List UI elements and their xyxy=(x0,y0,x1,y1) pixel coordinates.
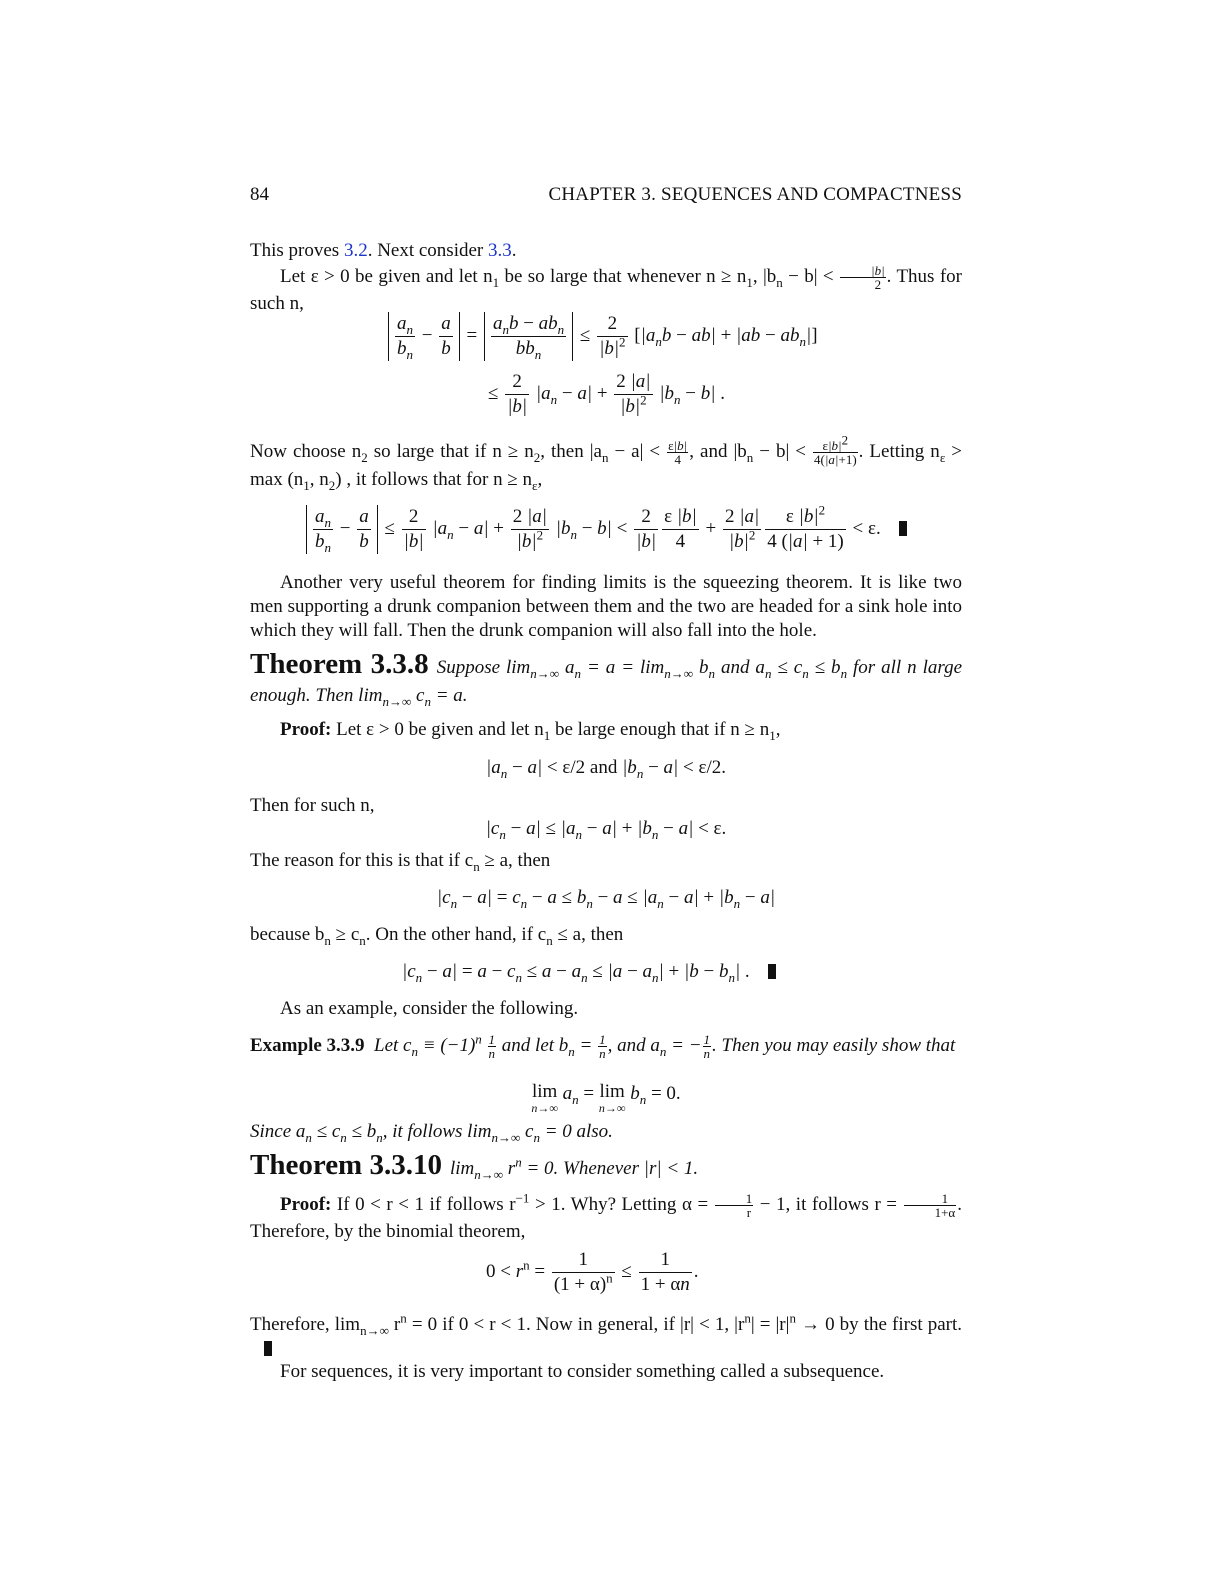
equation-binomial-bound: $0 < r^n$ = $\frac{1}{(1 + \alpha)^n}$ ≤ $\frac{1}{1 + \alpha n}$ . xyxy=(486,1249,699,1295)
paragraph-since: Since $a_n \le c_n \le b_n$, it follows $\lim_{n\to\infty} c_n = 0$ also. xyxy=(250,1121,613,1145)
paragraph-as-example: As an example, consider the following. xyxy=(280,998,579,1019)
paragraph-because: because $b_n \ge c_n$. On the other hand, if $c_n \le a$, then xyxy=(250,924,624,948)
paragraph-squeezing-intro: Another very useful theorem for finding limits is the squeezing theorem. It is like two men supporting a drunk companion between them and the two are headed for a sink hole into which they will fall. Then the drunk companion will also fall into the hole. xyxy=(250,572,962,641)
qed-symbol xyxy=(768,964,776,979)
theorem-3-3-8: Theorem 3.3.8 Suppose $\lim_{n\to\infty} a_n = a = \lim_{n\to\infty} b_n$ and $a_n \le c_n \le b_n$ for all n large enough. Then $\lim_{n\to\infty} c_n = a$. xyxy=(250,648,963,709)
equation-case-cn-leq-a: $|c_n - a| = a - c_n \le a - a_n \le |a - a_n| + |b - b_n|$ . xyxy=(250,960,1114,984)
paragraph-this-proves: This proves 3.2. Next consider 3.3. xyxy=(250,240,517,261)
equation-limits-zero: lim n→∞ $a_n = \lim$ n→∞ $b_n = 0$. xyxy=(531,1081,681,1115)
paragraph-now-choose: Now choose $n_2$ so large that if $n \ge n_2$, then $|a_n - a|$ < $\frac{\varepsilon|b|}{4}$ , and $|b_n - b|$ < $\frac{\varepsilon|b|^2}{4(|a|+1)}$ . Letting $n_\varepsilon > \max (n_1$, $n_2$) , it follows that for $n \ge n_\varepsilon$, xyxy=(250,432,962,493)
paragraph-then-for-such: Then for such n, xyxy=(250,795,375,816)
theorem-title: Theorem 3.3.8 xyxy=(250,648,429,680)
paragraph-let-epsilon: Let ε > 0 be given and let $n_1$ be so large that whenever $n \ge n_1$, $|b_n - b|$ < $\frac{|b|}{2}$ . Thus for such n, xyxy=(250,263,962,315)
equation-final-bound: $\frac{a_n}{b_n}$ − $\frac{a}{b}$ ≤ $\frac{2}{|b|}$ $|a_n - a|$ + $\frac{2 |a|}{|b|^2}$ $|b_n - b|$ < $\frac{2}{|b|}$ $\frac{\varepsilon |b|}{4}$ + $\frac{2 |a|}{|b|^2}$ $\frac{\varepsilon |b|^2}{4 (|a| + 1)}$ < ε. xyxy=(250,505,1016,554)
equation-epsilon-half: $|a_n - a| < \varepsilon/2$ and $|b_n - a| < \varepsilon/2$. xyxy=(485,757,726,781)
example-title: Example 3.3.9 xyxy=(250,1035,365,1056)
chapter-title: CHAPTER 3. SEQUENCES AND COMPACTNESS xyxy=(548,184,962,205)
paragraph-subsequence: For sequences, it is very important to consider something called a subsequence. xyxy=(280,1361,885,1382)
equation-cn-bound: $|c_n - a| \le |a_n - a| + |b_n - a| < \varepsilon$. xyxy=(485,818,727,842)
proof-3-3-10: Proof: If 0 < r < 1 if follows $r^{-1} > 1$. Why? Letting α = $\frac{1}{r}$ − 1, it follows r = $\frac{1}{1+\alpha}$ . Therefore, by the binomial theorem, xyxy=(250,1190,962,1243)
ref-link-3-3[interactable]: 3.3 xyxy=(488,240,512,261)
ref-link-3-2[interactable]: 3.2 xyxy=(343,240,368,261)
example-3-3-9: Example 3.3.9 Let $c_n \equiv (-1)^n$ $\frac{1}{n}$ and let $b_n$ = $\frac{1}{n}$ , and $a_n$ = − $\frac{1}{n}$ . Then you may easily show that xyxy=(250,1031,956,1062)
equation-quotient-bound: ≤ $\frac{2}{|b|}$ $|a_n - a|$ + $\frac{2 |a|}{|b|^2}$ $|b_n - b|$ . xyxy=(488,371,725,417)
paragraph-therefore-lim: Therefore, $\lim_{n\to\infty} r^n = 0$ if 0 < r < 1. Now in general, if |r| < 1, $|r^n| = |r|^n \to 0$ by the first part. xyxy=(250,1313,962,1361)
qed-symbol xyxy=(264,1341,272,1356)
page xyxy=(250,0,962,1584)
proof-label: Proof: xyxy=(280,719,332,740)
equation-quotient-difference: $\frac{a_n}{b_n}$ − $\frac{a}{b}$ = $\frac{a_nb - ab_n}{bb_n}$ ≤ $\frac{2}{|b|^2}$ $[|a_nb - ab| + |ab - ab_n|]$ xyxy=(250,312,1098,361)
theorem-title: Theorem 3.3.10 xyxy=(250,1149,442,1181)
equation-case-cn-geq-a: $|c_n - a| = c_n - a \le b_n - a \le |a_n - a| + |b_n - a|$ xyxy=(436,887,776,911)
paragraph-reason: The reason for this is that if $c_n \ge a$, then xyxy=(250,850,551,874)
page-number: 84 xyxy=(250,184,269,205)
proof-3-3-8: Proof: Let ε > 0 be given and let $n_1$ be large enough that if $n \ge n_1$, xyxy=(280,719,781,743)
qed-symbol xyxy=(899,521,907,536)
theorem-3-3-10: Theorem 3.3.10 $\lim_{n\to\infty} r^n = 0$. Whenever |r| < 1. xyxy=(250,1149,699,1182)
proof-label: Proof: xyxy=(280,1194,332,1215)
